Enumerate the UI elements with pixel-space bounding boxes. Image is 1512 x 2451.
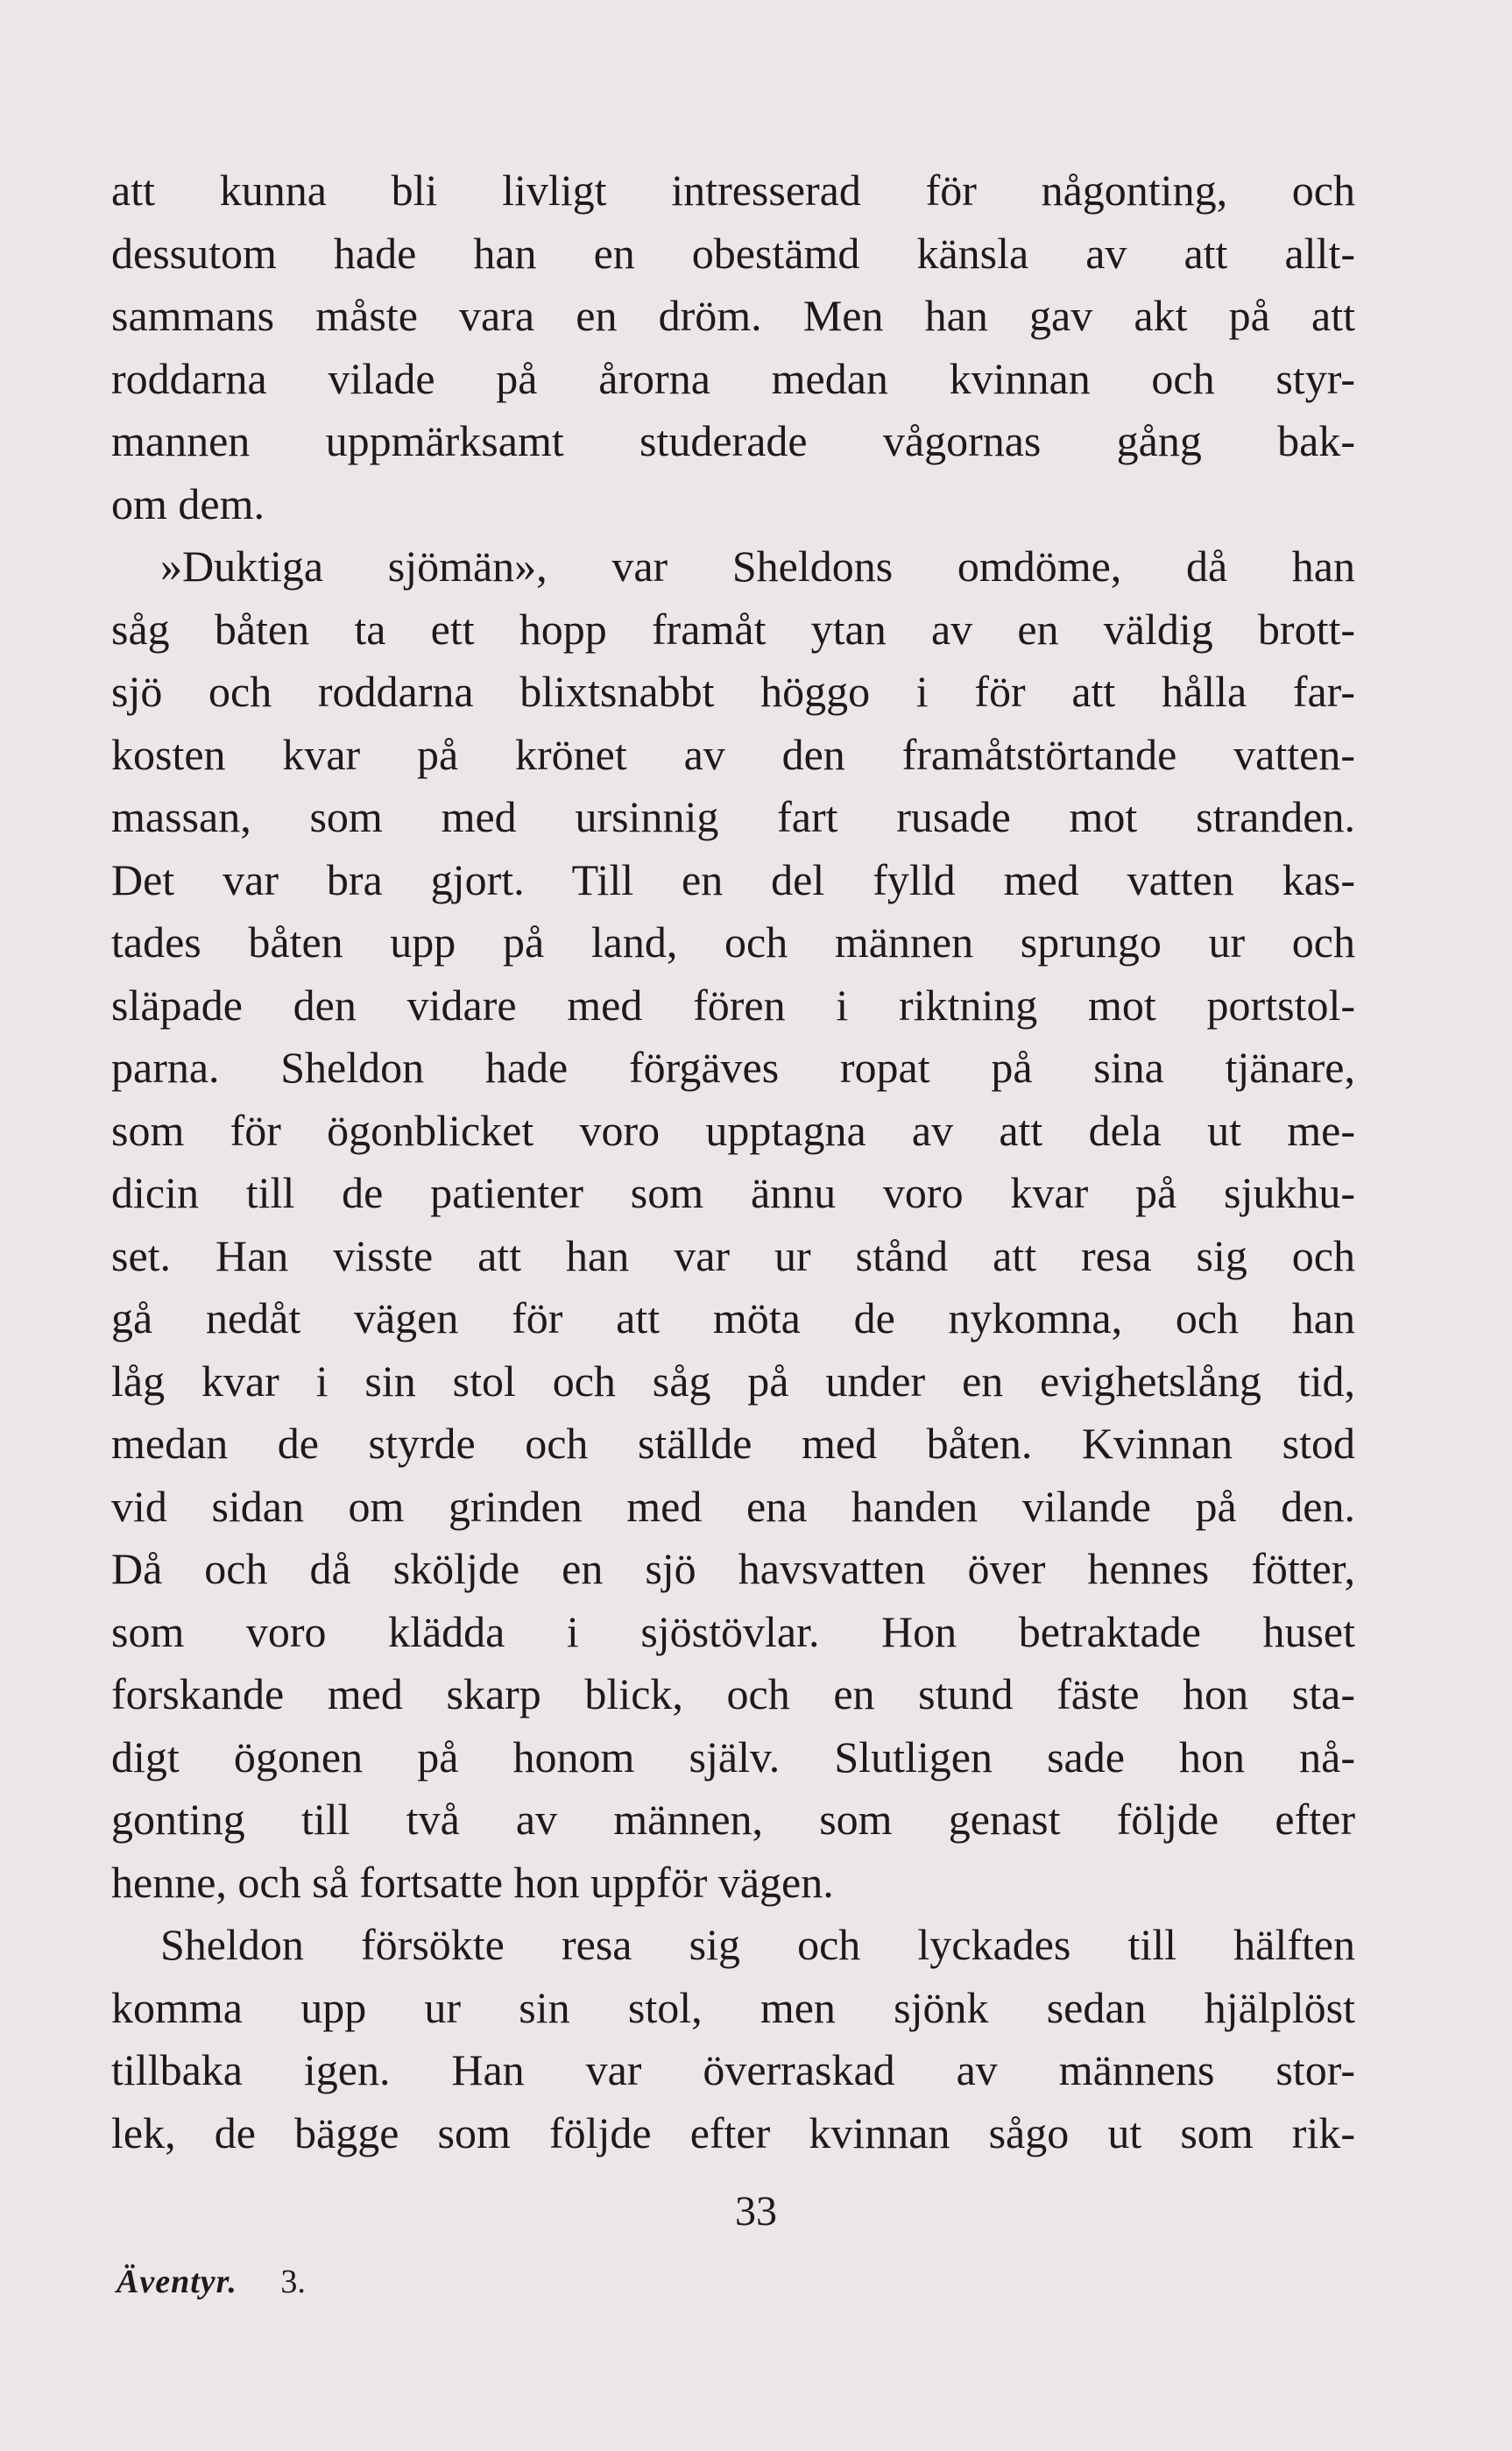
text-line: kosten kvar på krönet av den framåtstörtande vatten- [111, 729, 1355, 779]
text-line: som voro klädda i sjöstövlar. Hon betraktade huset [111, 1606, 1355, 1656]
text-line: dessutom hade han en obestämd känsla av att allt- [111, 228, 1355, 278]
text-line: om dem. [111, 478, 265, 528]
text-line: parna. Sheldon hade förgäves ropat på sina tjänare, [111, 1043, 1355, 1092]
body-text [111, 159, 1355, 2164]
text-line: Sheldon försökte resa sig och lyckades till hälften [160, 1920, 1355, 1969]
text-line: gonting till två av männen, som genast följde efter [111, 1795, 1355, 1844]
text-line: Då och då sköljde en sjö havsvatten över hennes fötter, [111, 1544, 1355, 1593]
text-line: vid sidan om grinden med ena handen vilande på den. [111, 1481, 1355, 1531]
text-line: medan de styrde och ställde med båten. Kvinnan stod [111, 1419, 1355, 1468]
text-line: dicin till de patienter som ännu voro kvar på sjukhu- [111, 1168, 1355, 1217]
text-line: henne, och så fortsatte hon uppför vägen. [111, 1857, 834, 1907]
signature-mark [117, 2256, 306, 2308]
text-line: Det var bra gjort. Till en del fylld med vatten kas- [111, 854, 1355, 904]
text-line: sammans måste vara en dröm. Men han gav akt på att [111, 291, 1355, 340]
text-line: släpade den vidare med fören i riktning mot portstol- [111, 980, 1355, 1030]
text-line: gå nedåt vägen för att möta de nykomna, och han [111, 1293, 1355, 1342]
text-line: komma upp ur sin stol, men sjönk sedan hjälplöst [111, 1982, 1355, 2032]
text-line: mannen uppmärksamt studerade vågornas gång bak- [111, 416, 1355, 465]
text-line: som för ögonblicket voro upptagna av att dela ut me- [111, 1105, 1355, 1155]
text-line: forskande med skarp blick, och en stund fäste hon sta- [111, 1669, 1355, 1718]
text-line: roddarna vilade på årorna medan kvinnan och styr- [111, 353, 1355, 403]
text-line: låg kvar i sin stol och såg på under en evighetslång tid, [111, 1356, 1355, 1406]
text-line: lek, de bägge som följde efter kvinnan sågo ut som rik- [111, 2107, 1355, 2157]
text-line: »Duktiga sjömän», var Sheldons omdöme, då han [160, 542, 1355, 591]
text-line: tillbaka igen. Han var överraskad av männens stor- [111, 2045, 1355, 2094]
text-line: massan, som med ursinnig fart rusade mot stranden. [111, 792, 1355, 841]
text-line: sjö och roddarna blixtsnabbt höggo i för att hålla far- [111, 667, 1355, 716]
text-line: att kunna bli livligt intresserad för någonting, och [111, 166, 1355, 215]
page-number: 33 [735, 2188, 777, 2235]
text-line: såg båten ta ett hopp framåt ytan av en väldig brott- [111, 604, 1355, 654]
text-line: tades båten upp på land, och männen sprungo ur och [111, 917, 1355, 967]
text-line: digt ögonen på honom själv. Slutligen sade hon nå- [111, 1732, 1355, 1782]
signature-number: 3. [280, 2263, 306, 2300]
text-line: set. Han visste att han var ur stånd att resa sig och [111, 1230, 1355, 1280]
signature-title: Äventyr. [117, 2263, 237, 2300]
